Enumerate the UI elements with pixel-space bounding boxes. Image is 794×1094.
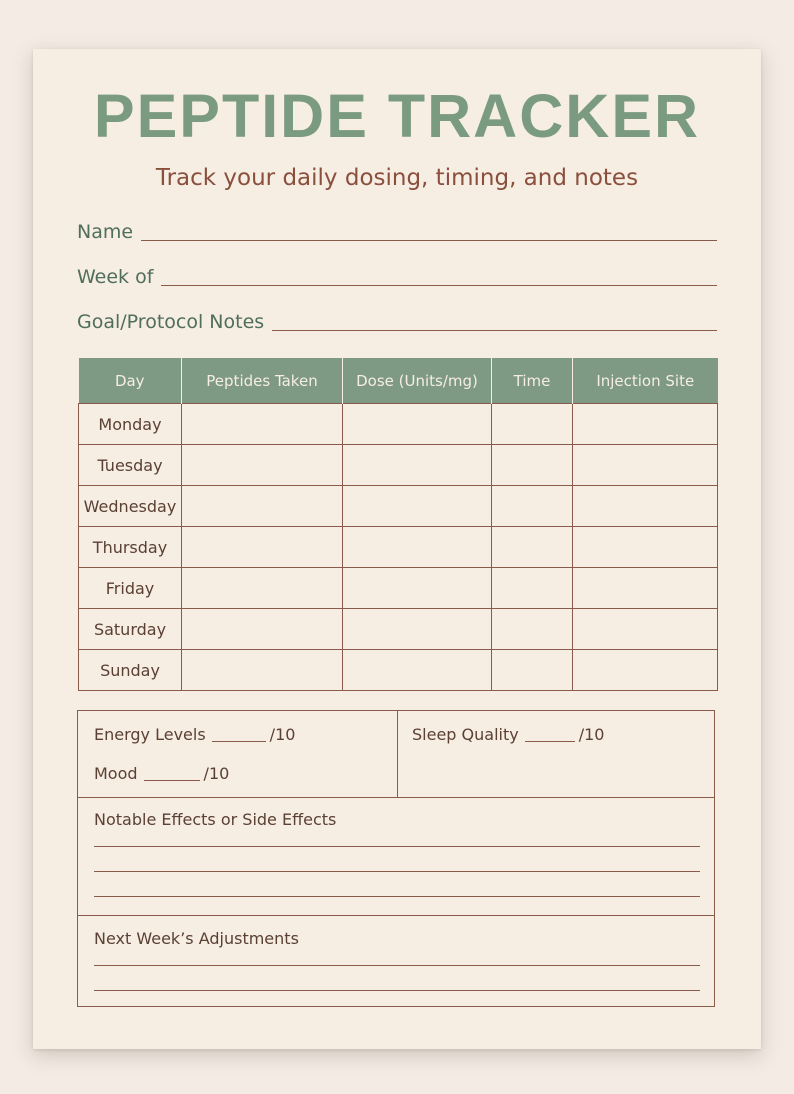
page-title: PEPTIDE TRACKER [93,82,701,150]
week-of-field[interactable] [77,268,717,287]
column-header-dose: Dose (Units/mg) [343,358,492,404]
adjustments-heading: Next Week’s Adjustments [94,929,299,948]
peptides-cell[interactable] [182,568,343,609]
name-field[interactable] [77,223,717,242]
peptides-cell[interactable] [182,404,343,445]
peptides-cell[interactable] [182,445,343,486]
side-effects-line[interactable] [94,896,700,897]
time-cell[interactable] [492,527,573,568]
day-cell: Thursday [79,527,182,568]
table-row [79,527,718,568]
time-cell[interactable] [492,486,573,527]
table-row [79,445,718,486]
energy-label: Energy Levels [94,725,206,744]
sleep-rating [412,727,604,743]
day-cell: Saturday [79,609,182,650]
column-header-peptides: Peptides Taken [182,358,343,404]
table-row [79,609,718,650]
day-cell: Sunday [79,650,182,691]
injection-site-cell[interactable] [573,445,718,486]
energy-blank[interactable] [212,741,266,742]
mood-blank[interactable] [144,780,200,781]
injection-site-cell[interactable] [573,609,718,650]
column-header-time: Time [492,358,573,404]
day-cell: Monday [79,404,182,445]
time-cell[interactable] [492,650,573,691]
sleep-blank[interactable] [525,741,575,742]
mood-label: Mood [94,764,138,783]
injection-site-cell[interactable] [573,404,718,445]
peptides-cell[interactable] [182,609,343,650]
dose-cell[interactable] [343,486,492,527]
dose-cell[interactable] [343,445,492,486]
dose-cell[interactable] [343,609,492,650]
side-effects-line[interactable] [94,871,700,872]
mood-rating [94,766,229,782]
time-cell[interactable] [492,404,573,445]
dose-cell[interactable] [343,527,492,568]
week-of-line[interactable] [161,285,717,286]
energy-scale: /10 [269,725,296,744]
injection-site-cell[interactable] [573,486,718,527]
name-line[interactable] [141,240,717,241]
table-row [79,568,718,609]
day-cell: Wednesday [79,486,182,527]
dose-cell[interactable] [343,650,492,691]
adjustments-line[interactable] [94,990,700,991]
name-label: Name [77,221,134,243]
dose-cell[interactable] [343,404,492,445]
time-cell[interactable] [492,609,573,650]
injection-site-cell[interactable] [573,650,718,691]
side-effects-line[interactable] [94,846,700,847]
table-row [79,486,718,527]
side-effects-section [78,797,714,916]
ratings-divider [397,711,398,797]
weekly-summary-box [77,710,715,1007]
energy-rating [94,727,295,743]
side-effects-heading: Notable Effects or Side Effects [94,810,337,829]
injection-site-cell[interactable] [573,527,718,568]
adjustments-section [78,916,714,1006]
injection-site-cell[interactable] [573,568,718,609]
dosing-log-table [78,358,718,691]
page-subtitle: Track your daily dosing, timing, and notes [155,165,639,191]
table-header-row [79,358,718,404]
sleep-label: Sleep Quality [412,725,519,744]
mood-scale: /10 [203,764,230,783]
column-header-day: Day [79,358,182,404]
peptides-cell[interactable] [182,650,343,691]
time-cell[interactable] [492,445,573,486]
table-row [79,404,718,445]
column-header-injection-site: Injection Site [573,358,718,404]
ratings-section [78,711,714,798]
time-cell[interactable] [492,568,573,609]
week-of-label: Week of [77,266,154,288]
dose-cell[interactable] [343,568,492,609]
table-row [79,650,718,691]
sleep-scale: /10 [578,725,605,744]
goal-notes-field[interactable] [77,313,717,332]
adjustments-line[interactable] [94,965,700,966]
goal-notes-line[interactable] [272,330,717,331]
day-cell: Tuesday [79,445,182,486]
peptides-cell[interactable] [182,486,343,527]
goal-notes-label: Goal/Protocol Notes [77,311,265,333]
peptides-cell[interactable] [182,527,343,568]
day-cell: Friday [79,568,182,609]
